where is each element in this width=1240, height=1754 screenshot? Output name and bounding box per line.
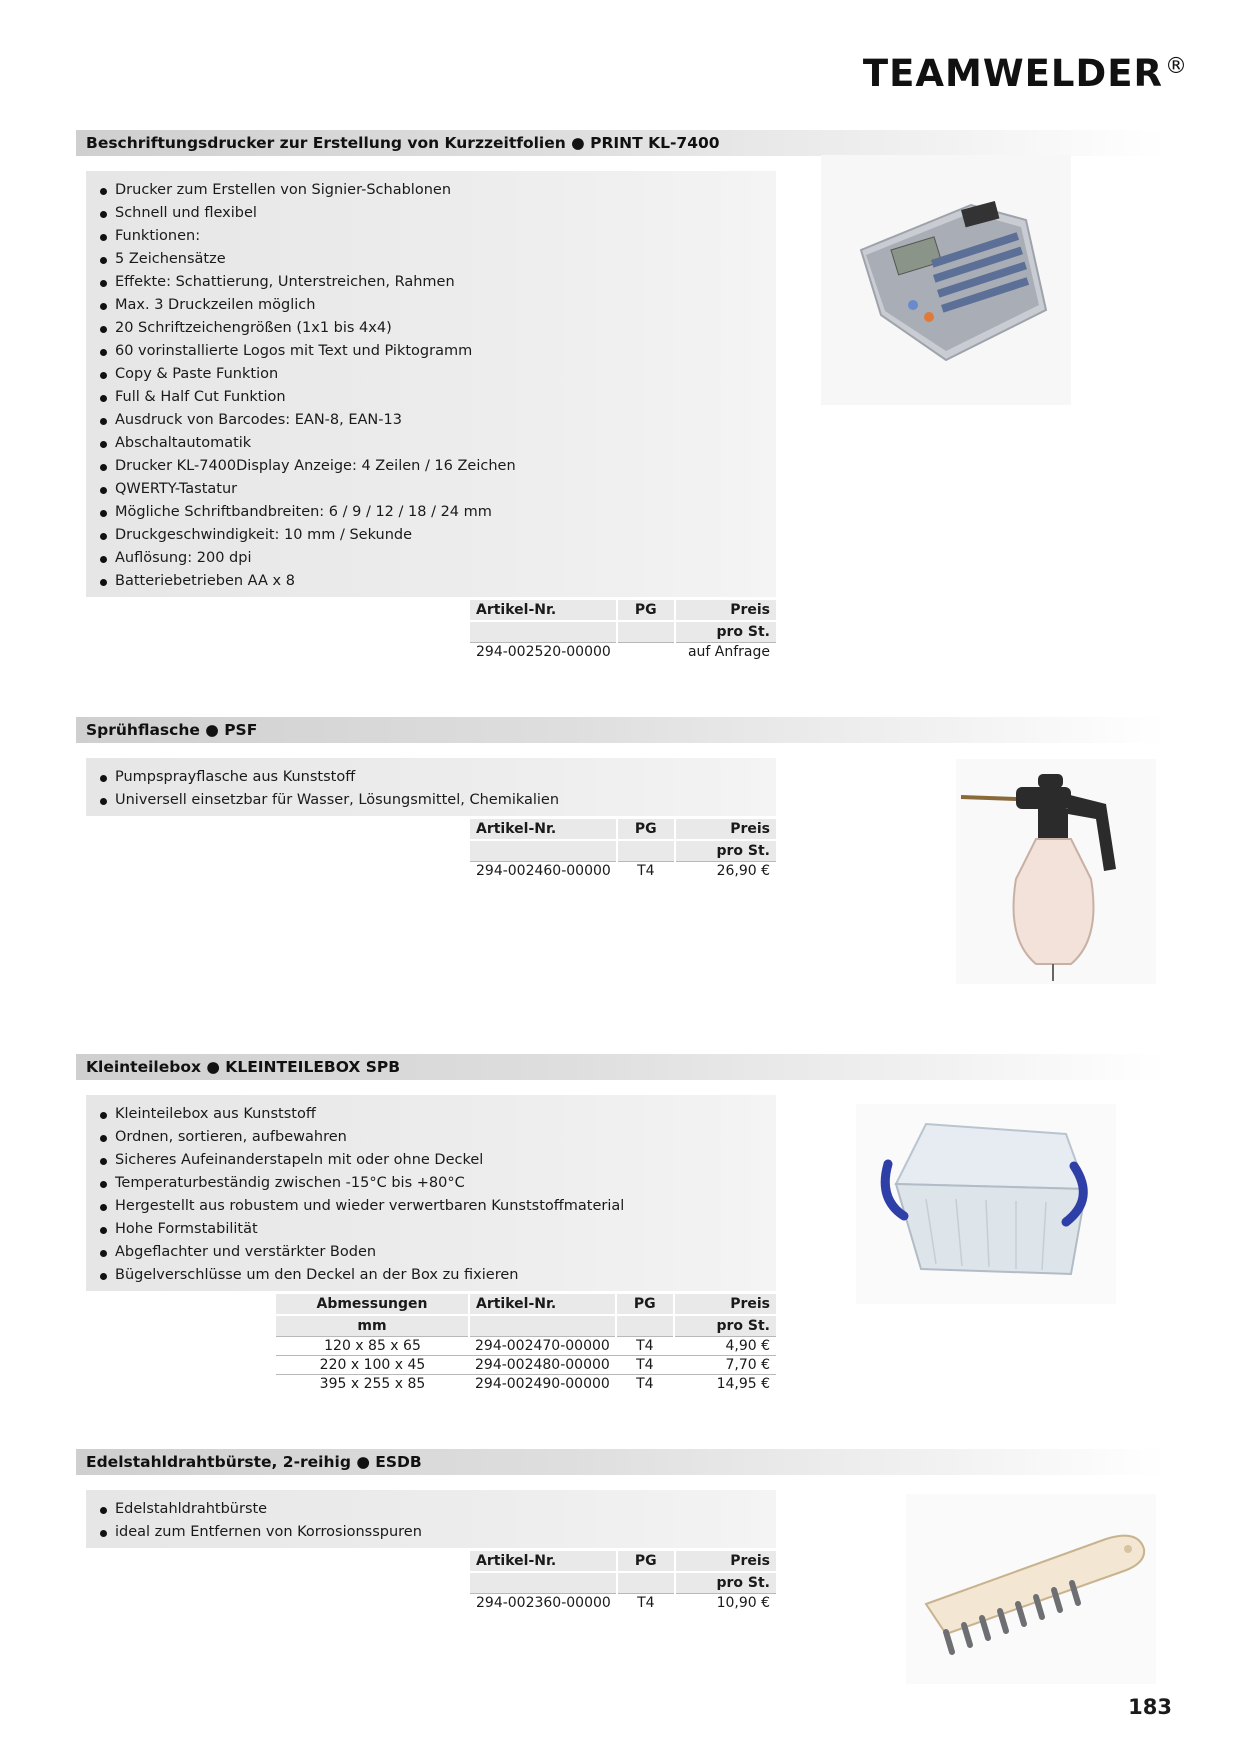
col-header-pg: PG [617, 600, 675, 621]
section-title: Sprühflasche ● PSF [76, 717, 1166, 743]
col-header-article: Artikel-Nr. [470, 600, 617, 621]
feature-item: Funktionen: [100, 225, 776, 248]
spray-bottle-image [956, 759, 1156, 984]
feature-item: Temperaturbeständig zwischen -15°C bis +80°C [100, 1172, 776, 1195]
dimensions: 395 x 255 x 85 [276, 1375, 469, 1394]
price: 4,90 € [674, 1337, 776, 1356]
section-title: Kleinteilebox ● KLEINTEILEBOX SPB [76, 1054, 1166, 1080]
article-number: 294-002490-00000 [469, 1375, 616, 1394]
table-row [276, 1337, 776, 1356]
col-header-pg: PG [617, 819, 675, 840]
article-number: 294-002480-00000 [469, 1356, 616, 1375]
feature-item: 5 Zeichensätze [100, 248, 776, 271]
feature-item: ideal zum Entfernen von Korrosionsspuren [100, 1521, 776, 1544]
col-header-article: Artikel-Nr. [469, 1294, 616, 1315]
feature-item: Universell einsetzbar für Wasser, Lösungsmittel, Chemikalien [100, 789, 776, 812]
feature-item: Ausdruck von Barcodes: EAN-8, EAN-13 [100, 409, 776, 432]
col-header-price: Preis [674, 1294, 776, 1315]
price-group: T4 [617, 862, 675, 881]
col-header-price: Preis [675, 600, 776, 621]
feature-item: Druckgeschwindigkeit: 10 mm / Sekunde [100, 524, 776, 547]
feature-list-box [86, 1095, 776, 1291]
table-row [470, 1594, 776, 1613]
table-row [470, 862, 776, 881]
feature-list [86, 179, 776, 593]
col-header-price-unit: pro St. [675, 621, 776, 643]
section-title: Edelstahldrahtbürste, 2-reihig ● ESDB [76, 1449, 1166, 1475]
price: 7,70 € [674, 1356, 776, 1375]
col-header-article: Artikel-Nr. [470, 819, 617, 840]
feature-list-box [86, 171, 776, 597]
col-header-price-unit: pro St. [675, 1572, 776, 1594]
feature-item: Auflösung: 200 dpi [100, 547, 776, 570]
brand-name: TEAMWELDER [862, 52, 1163, 95]
price-group: T4 [616, 1375, 674, 1394]
feature-list-box [86, 1490, 776, 1548]
table-row [276, 1356, 776, 1375]
registered-mark: ® [1165, 54, 1188, 79]
label-printer-image [821, 155, 1071, 405]
price-table [470, 600, 776, 661]
col-header-price-unit: pro St. [674, 1315, 776, 1337]
feature-item: Mögliche Schriftbandbreiten: 6 / 9 / 12 / 18 / 24 mm [100, 501, 776, 524]
price: 14,95 € [674, 1375, 776, 1394]
feature-item: Drucker zum Erstellen von Signier-Schablonen [100, 179, 776, 202]
feature-item: Abgeflachter und verstärkter Boden [100, 1241, 776, 1264]
price-group: T4 [616, 1356, 674, 1375]
price: 10,90 € [675, 1594, 776, 1613]
article-number: 294-002520-00000 [470, 643, 617, 662]
product-section-parts-box [76, 1054, 1166, 1392]
feature-item: Drucker KL-7400Display Anzeige: 4 Zeilen / 16 Zeichen [100, 455, 776, 478]
price-group [617, 643, 675, 662]
feature-item: Edelstahldrahtbürste [100, 1498, 776, 1521]
col-header-article: Artikel-Nr. [470, 1551, 617, 1572]
feature-list [86, 1498, 776, 1544]
dimensions: 120 x 85 x 65 [276, 1337, 469, 1356]
feature-item: Effekte: Schattierung, Unterstreichen, Rahmen [100, 271, 776, 294]
feature-item: Pumpsprayflasche aus Kunststoff [100, 766, 776, 789]
article-number: 294-002460-00000 [470, 862, 617, 881]
feature-item: QWERTY-Tastatur [100, 478, 776, 501]
feature-item: Hergestellt aus robustem und wieder verwertbaren Kunststoffmaterial [100, 1195, 776, 1218]
dimensions: 220 x 100 x 45 [276, 1356, 469, 1375]
table-row [470, 643, 776, 662]
price-table [470, 819, 776, 880]
price: auf Anfrage [675, 643, 776, 662]
table-row [276, 1375, 776, 1394]
price-table [276, 1294, 776, 1393]
feature-item: Sicheres Aufeinanderstapeln mit oder ohne Deckel [100, 1149, 776, 1172]
wire-brush-image [906, 1494, 1156, 1684]
col-header-pg: PG [616, 1294, 674, 1315]
price-group: T4 [617, 1594, 675, 1613]
feature-item: Kleinteilebox aus Kunststoff [100, 1103, 776, 1126]
col-header-price-unit: pro St. [675, 840, 776, 862]
col-header-price: Preis [675, 1551, 776, 1572]
price: 26,90 € [675, 862, 776, 881]
parts-box-image [856, 1104, 1116, 1304]
feature-item: Batteriebetrieben AA x 8 [100, 570, 776, 593]
price-table [470, 1551, 776, 1612]
feature-item: 60 vorinstallierte Logos mit Text und Piktogramm [100, 340, 776, 363]
article-number: 294-002470-00000 [469, 1337, 616, 1356]
feature-item: 20 Schriftzeichengrößen (1x1 bis 4x4) [100, 317, 776, 340]
feature-list [86, 1103, 776, 1287]
feature-list-box [86, 758, 776, 816]
feature-item: Ordnen, sortieren, aufbewahren [100, 1126, 776, 1149]
col-header-dimensions: Abmessungen [276, 1294, 469, 1315]
product-section-spray-bottle [76, 717, 1166, 879]
feature-item: Schnell und flexibel [100, 202, 776, 225]
feature-item: Full & Half Cut Funktion [100, 386, 776, 409]
article-number: 294-002360-00000 [470, 1594, 617, 1613]
feature-item: Copy & Paste Funktion [100, 363, 776, 386]
feature-item: Bügelverschlüsse um den Deckel an der Box zu fixieren [100, 1264, 776, 1287]
feature-item: Max. 3 Druckzeilen möglich [100, 294, 776, 317]
page-number: 183 [1128, 1695, 1172, 1719]
product-section-print [76, 130, 1166, 660]
feature-item: Abschaltautomatik [100, 432, 776, 455]
price-group: T4 [616, 1337, 674, 1356]
col-header-price: Preis [675, 819, 776, 840]
brand-logo [863, 52, 1188, 95]
col-header-pg: PG [617, 1551, 675, 1572]
section-title: Beschriftungsdrucker zur Erstellung von Kurzzeitfolien ● PRINT KL-7400 [76, 130, 1166, 156]
feature-list [86, 766, 776, 812]
product-section-wire-brush [76, 1449, 1166, 1611]
feature-item: Hohe Formstabilität [100, 1218, 776, 1241]
col-header-dimensions-unit: mm [276, 1315, 469, 1337]
